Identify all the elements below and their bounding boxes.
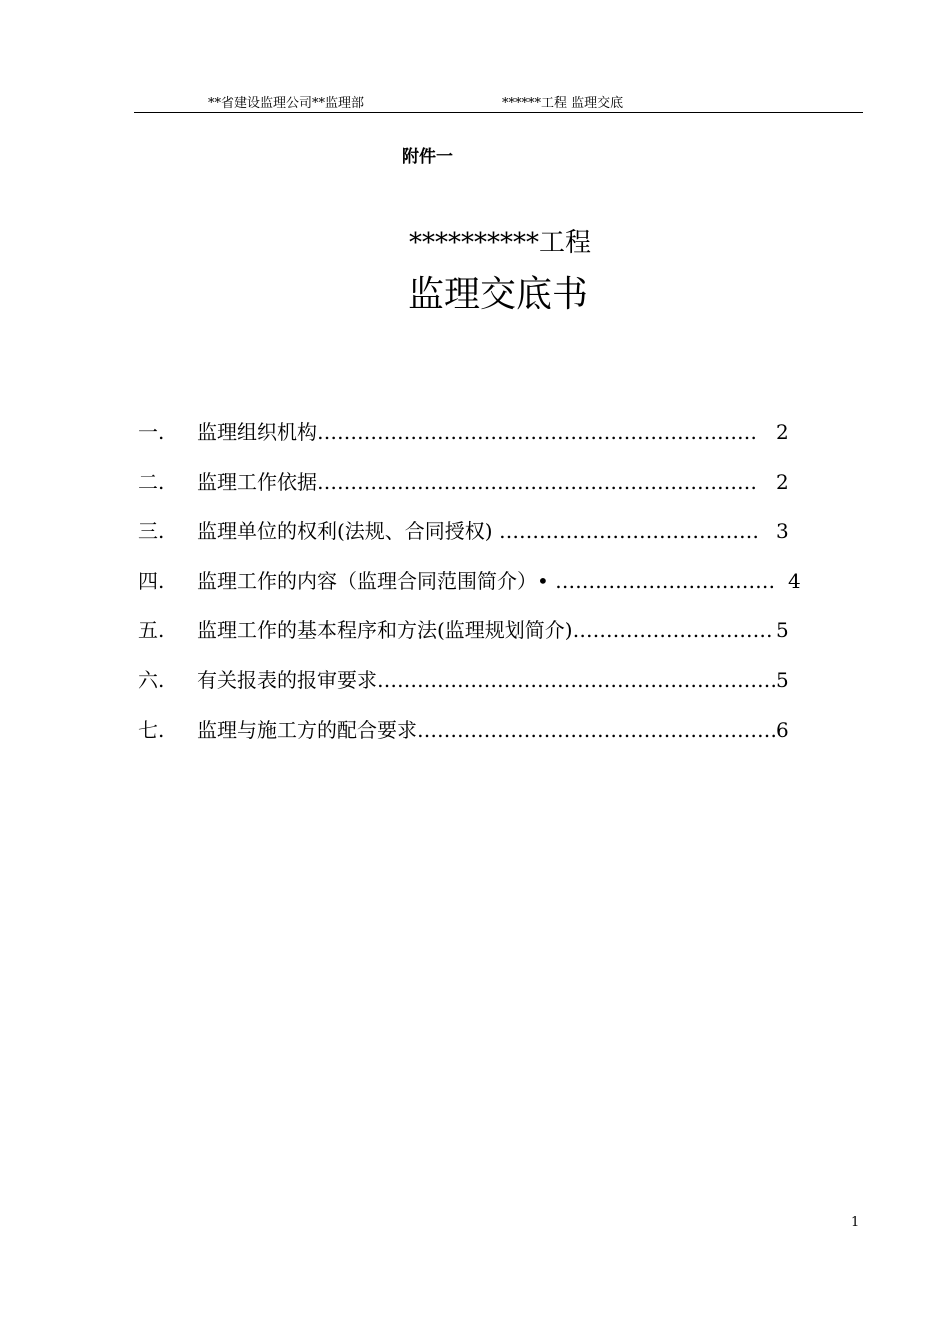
toc-entry-title: 监理工作依据………………………………………………………… bbox=[197, 469, 757, 494]
toc-entry-5 bbox=[138, 616, 818, 666]
toc-entry-4 bbox=[138, 567, 818, 617]
toc-entry-title: 有关报表的报审要求…………………………………………………… bbox=[197, 667, 777, 692]
toc-entry-title: 监理与施工方的配合要求……………………………………………… bbox=[197, 717, 777, 742]
page-header bbox=[134, 84, 863, 113]
toc-entry-page: 5 bbox=[776, 667, 789, 692]
project-name: **********工程 bbox=[408, 228, 591, 258]
header-company: **省建设监理公司**监理部 bbox=[208, 96, 365, 111]
table-of-contents bbox=[138, 418, 818, 765]
toc-entry-title: 监理单位的权利(法规、合同授权) ………………………………… bbox=[197, 519, 759, 544]
toc-entry-page: 6 bbox=[776, 717, 789, 742]
toc-entry-6 bbox=[138, 666, 818, 716]
toc-entry-page: 2 bbox=[776, 469, 789, 494]
toc-entry-page: 2 bbox=[776, 420, 789, 444]
toc-entry-1 bbox=[138, 418, 818, 468]
toc-entry-title: 监理组织机构………………………………………………………… bbox=[197, 420, 757, 444]
attachment-label: 附件一 bbox=[402, 147, 453, 167]
toc-entry-number: 二. bbox=[138, 469, 165, 494]
toc-entry-3 bbox=[138, 517, 818, 567]
toc-entry-page: 4 bbox=[788, 568, 801, 593]
toc-entry-7 bbox=[138, 716, 818, 766]
toc-entry-number: 四. bbox=[138, 568, 165, 593]
toc-entry-title: 监理工作的内容（监理合同范围简介）• …………………………… bbox=[197, 568, 776, 593]
toc-entry-number: 五. bbox=[138, 618, 165, 643]
toc-entry-2 bbox=[138, 468, 818, 518]
toc-entry-number: 一. bbox=[138, 420, 165, 444]
toc-entry-number: 三. bbox=[138, 519, 165, 544]
header-project: ******工程 监理交底 bbox=[502, 96, 624, 111]
toc-entry-number: 七. bbox=[138, 717, 165, 742]
toc-entry-page: 5 bbox=[776, 618, 789, 643]
document-title: 监理交底书 bbox=[407, 274, 588, 315]
toc-entry-page: 3 bbox=[776, 519, 789, 544]
toc-entry-title: 监理工作的基本程序和方法(监理规划简介)………………………… bbox=[197, 618, 773, 643]
toc-entry-number: 六. bbox=[138, 667, 165, 692]
page-number: 1 bbox=[851, 1215, 860, 1230]
